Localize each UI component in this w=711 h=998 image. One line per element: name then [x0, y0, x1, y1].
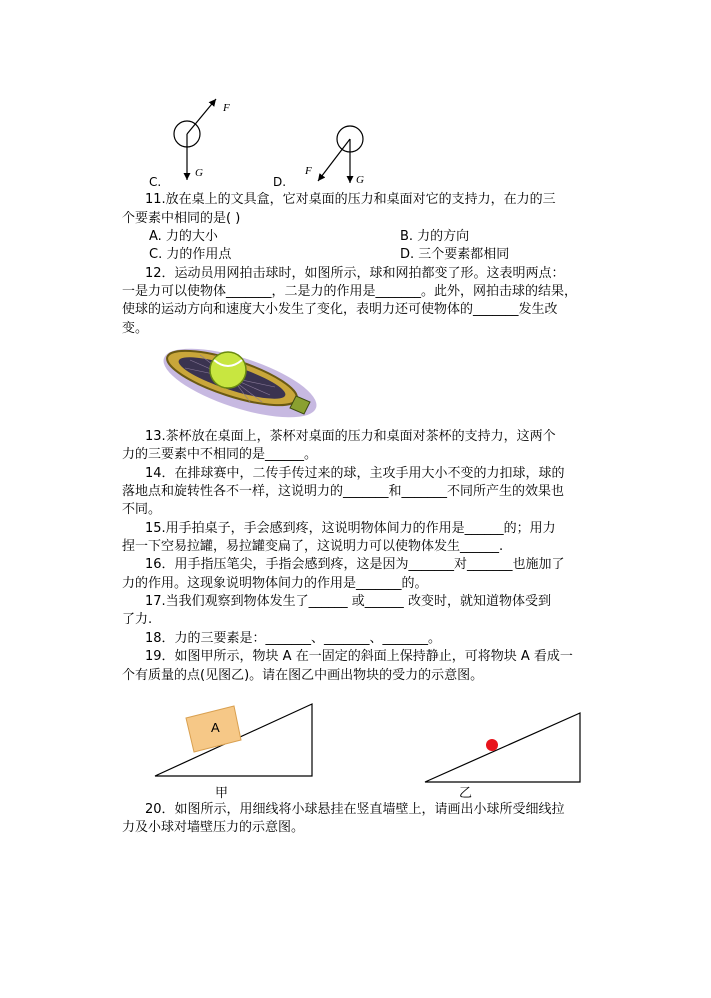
q11-option-b: B. 力的方向: [400, 229, 470, 244]
q14-line1: 14．在排球赛中，二传手传过来的球，主攻手用大小不变的力扣球，球的: [145, 466, 565, 481]
q11-option-a: A. 力的大小: [149, 229, 218, 244]
q12-line4: 变。: [122, 321, 149, 336]
q12-line2: 一是力可以使物体_______，二是力的作用是_______。此外，网拍击球的结果，: [122, 284, 578, 299]
label-G-c: G: [195, 167, 203, 179]
q12-line1: 12．运动员用网拍击球时，如图所示，球和网拍都变了形。这表明两点：: [145, 266, 565, 281]
q19-line1: 19．如图甲所示，物块 A 在一固定的斜面上保持静止，可将物块 A 看成一: [145, 649, 573, 664]
q11-line2: 个要素中相同的是( ): [122, 211, 241, 226]
q20-line2: 力及小球对墙壁压力的示意图。: [122, 820, 305, 835]
q19-line2: 个有质量的点(见图乙)。请在图乙中画出物块的受力的示意图。: [122, 668, 484, 683]
option-d-label: D.: [273, 175, 287, 189]
q13-line2: 力的三要素中不相同的是______。: [122, 447, 318, 462]
q11-line1: 11.放在桌上的文具盒，它对桌面的压力和桌面对它的支持力，在力的三: [145, 192, 556, 207]
label-F-c: F: [223, 102, 230, 114]
q15-line2: 捏一下空易拉罐，易拉罐变扁了，这说明力可以使物体发生______.: [122, 539, 504, 554]
q15-line1: 15.用手拍桌子，手会感到疼，这说明物体间力的作用是______的；用力: [145, 521, 556, 536]
figure-yi-label: 乙: [459, 786, 473, 801]
incline-yi: [425, 713, 580, 782]
q20-line1: 20．如图所示，用细线将小球悬挂在竖直墙壁上，请画出小球所受细线拉: [145, 802, 565, 817]
q17-line2: 了力.: [122, 612, 153, 627]
q16-line2: 力的作用。这现象说明物体间力的作用是_______的。: [122, 576, 428, 591]
q17-line1: 17.当我们观察到物体发生了______ 或______ 改变时，就知道物体受到: [145, 594, 551, 609]
q12-line3: 使球的运动方向和速度大小发生了变化，表明力还可使物体的_______发生改: [122, 302, 558, 317]
q14-line3: 不同。: [122, 502, 162, 517]
figure-jia-label: 甲: [215, 786, 229, 801]
q14-line2: 落地点和旋转性各不一样，这说明力的_______和_______不同所产生的效果也: [122, 484, 565, 499]
block-A-label: A: [211, 720, 220, 735]
q16-line1: 16．用手指压笔尖，手指会感到疼，这是因为_______对_______也施加了: [145, 557, 565, 572]
q11-option-c: C. 力的作用点: [149, 247, 232, 262]
q13-line1: 13.茶杯放在桌面上，茶杯对桌面的压力和桌面对茶杯的支持力，这两个: [145, 429, 556, 444]
q18-line1: 18．力的三要素是：_______、_______、_______。: [145, 631, 442, 646]
label-G-d: G: [356, 174, 364, 186]
label-F-d: F: [305, 165, 312, 177]
option-c-label: C.: [149, 175, 162, 189]
q11-option-d: D. 三个要素都相同: [400, 247, 510, 262]
point-mass-dot: [486, 739, 498, 751]
